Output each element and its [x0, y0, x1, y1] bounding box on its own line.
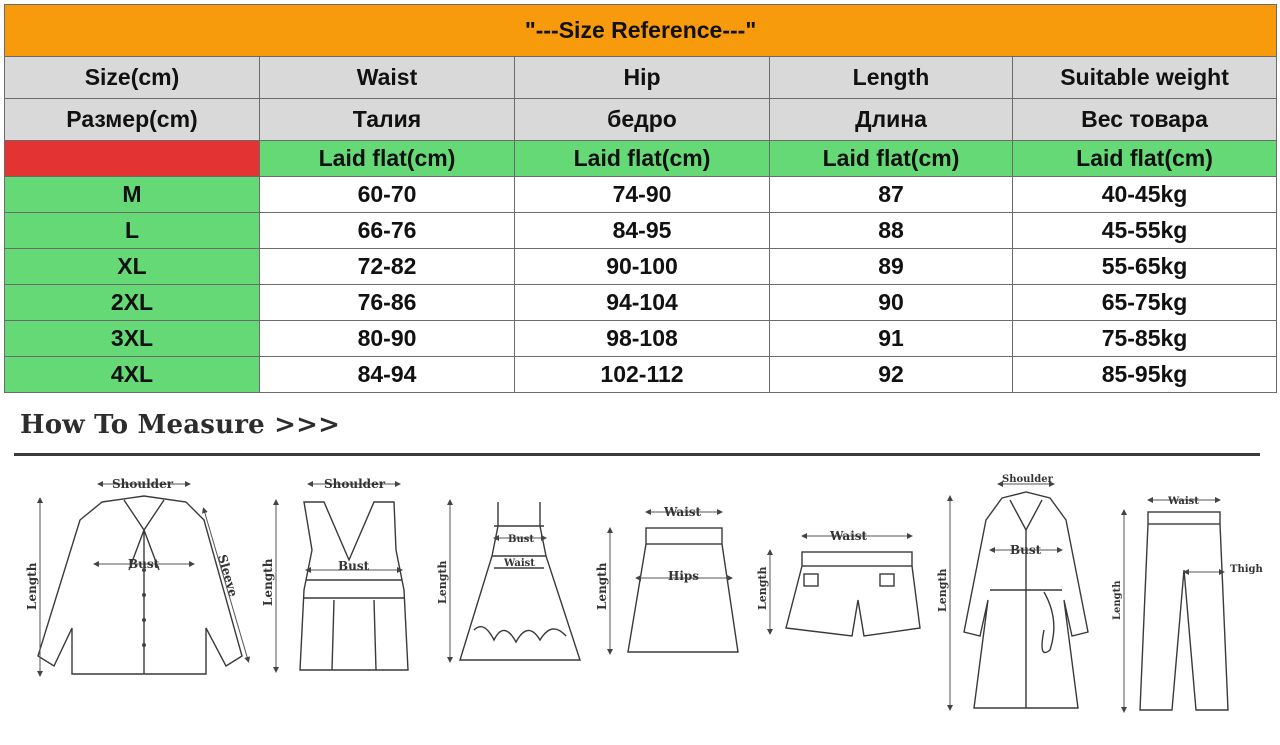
vest-shoulder-label: Shoulder — [324, 477, 386, 491]
waist-cell: 60-70 — [260, 177, 515, 213]
laid-flat-length: Laid flat(cm) — [770, 141, 1013, 177]
waist-cell: 80-90 — [260, 321, 515, 357]
skirt-length-label: Length — [595, 562, 609, 610]
dress-length-label: Length — [436, 560, 449, 604]
hip-cell: 98-108 — [515, 321, 770, 357]
shirt-length-label: Length — [25, 562, 39, 610]
hip-cell: 102-112 — [515, 357, 770, 393]
header-size: Size(cm) — [5, 57, 260, 99]
header-weight: Suitable weight — [1013, 57, 1277, 99]
waist-cell: 84-94 — [260, 357, 515, 393]
corner-cell — [5, 141, 260, 177]
weight-cell: 85-95kg — [1013, 357, 1277, 393]
length-cell: 91 — [770, 321, 1013, 357]
header-row-en — [5, 57, 1277, 99]
header-hip: Hip — [515, 57, 770, 99]
pants-thigh-label: Thigh — [1230, 564, 1263, 575]
shirt-shoulder-label: Shoulder — [112, 477, 174, 491]
hip-cell: 74-90 — [515, 177, 770, 213]
header-waist: Waist — [260, 57, 515, 99]
dress-sketch — [436, 502, 580, 660]
hip-cell: 84-95 — [515, 213, 770, 249]
weight-cell: 65-75kg — [1013, 285, 1277, 321]
coat-length-label: Length — [936, 568, 949, 612]
coat-sketch — [936, 474, 1088, 708]
how-to-measure-title: How To Measure >>> — [20, 410, 341, 440]
header-hip-ru: бедро — [515, 99, 770, 141]
garment-sketches-svg — [4, 460, 1276, 740]
laid-flat-weight: Laid flat(cm) — [1013, 141, 1277, 177]
size-cell: XL — [5, 249, 260, 285]
section-divider — [14, 453, 1260, 456]
size-cell: L — [5, 213, 260, 249]
weight-cell: 45-55kg — [1013, 213, 1277, 249]
dress-bust-label: Bust — [508, 534, 534, 545]
length-cell: 90 — [770, 285, 1013, 321]
how-to-measure-section — [4, 400, 1276, 740]
shirt-sketch — [25, 477, 248, 674]
skirt-waist-label: Waist — [664, 505, 702, 519]
table-row — [5, 177, 1277, 213]
laid-flat-waist: Laid flat(cm) — [260, 141, 515, 177]
table-row — [5, 285, 1277, 321]
skirt-sketch — [595, 505, 738, 652]
header-waist-ru: Талия — [260, 99, 515, 141]
header-length: Length — [770, 57, 1013, 99]
length-cell: 88 — [770, 213, 1013, 249]
length-cell: 89 — [770, 249, 1013, 285]
coat-shoulder-label: Shoulder — [1002, 474, 1053, 485]
weight-cell: 55-65kg — [1013, 249, 1277, 285]
coat-bust-label: Bust — [1010, 543, 1042, 557]
laid-flat-row — [5, 141, 1277, 177]
size-cell: 4XL — [5, 357, 260, 393]
header-weight-ru: Вес товара — [1013, 99, 1277, 141]
header-row-ru — [5, 99, 1277, 141]
laid-flat-hip: Laid flat(cm) — [515, 141, 770, 177]
vest-sketch — [261, 477, 408, 670]
weight-cell: 75-85kg — [1013, 321, 1277, 357]
shorts-length-label: Length — [756, 566, 769, 610]
size-reference-table — [4, 4, 1277, 393]
shorts-sketch — [756, 529, 920, 636]
weight-cell: 40-45kg — [1013, 177, 1277, 213]
size-cell: 2XL — [5, 285, 260, 321]
size-cell: 3XL — [5, 321, 260, 357]
size-cell: M — [5, 177, 260, 213]
dress-waist-label: Waist — [504, 558, 535, 569]
table-row — [5, 321, 1277, 357]
skirt-hips-label: Hips — [668, 569, 700, 583]
table-row — [5, 213, 1277, 249]
shorts-waist-label: Waist — [830, 529, 868, 543]
waist-cell: 66-76 — [260, 213, 515, 249]
shirt-sleeve-label: Sleeve — [215, 552, 241, 599]
pants-length-label: Length — [1112, 580, 1123, 620]
waist-cell: 72-82 — [260, 249, 515, 285]
size-chart — [4, 4, 1276, 393]
vest-length-label: Length — [261, 558, 275, 606]
garment-sketches — [4, 460, 1276, 740]
table-title-row — [5, 5, 1277, 57]
hip-cell: 90-100 — [515, 249, 770, 285]
table-title: "---Size Reference---" — [5, 5, 1277, 57]
shirt-bust-label: Bust — [128, 557, 160, 571]
header-length-ru: Длина — [770, 99, 1013, 141]
length-cell: 92 — [770, 357, 1013, 393]
pants-waist-label: Waist — [1168, 496, 1199, 507]
table-row — [5, 357, 1277, 393]
waist-cell: 76-86 — [260, 285, 515, 321]
length-cell: 87 — [770, 177, 1013, 213]
table-row — [5, 249, 1277, 285]
header-size-ru: Размер(cm) — [5, 99, 260, 141]
vest-bust-label: Bust — [338, 559, 370, 573]
pants-sketch — [1112, 496, 1264, 710]
hip-cell: 94-104 — [515, 285, 770, 321]
